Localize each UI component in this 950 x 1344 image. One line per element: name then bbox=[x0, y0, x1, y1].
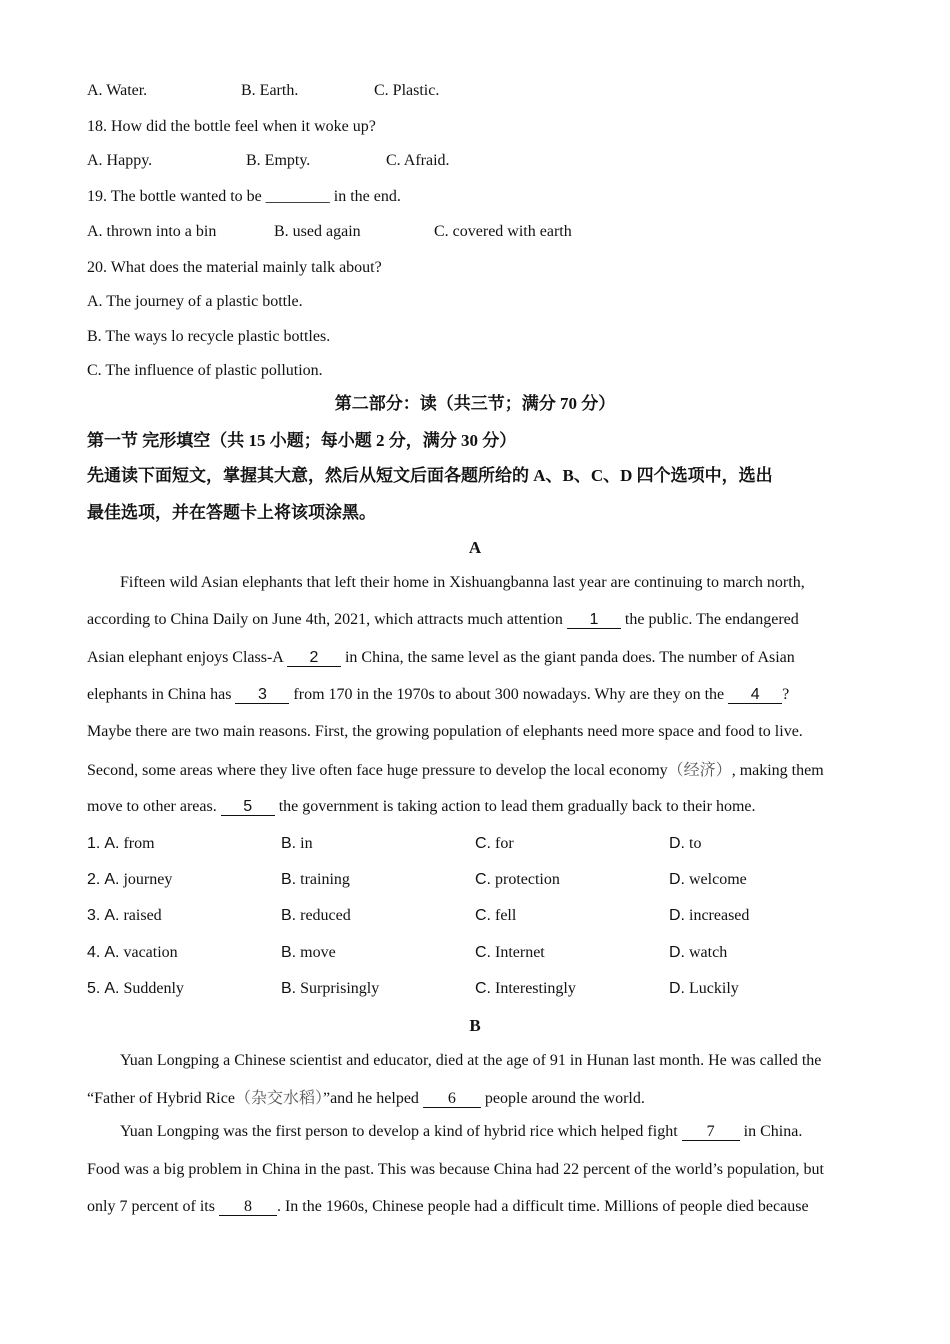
option-text: move bbox=[300, 944, 336, 961]
passage-text: the government is taking action to lead them gradually back to their home. bbox=[274, 798, 756, 815]
option-letter: B. bbox=[281, 907, 297, 924]
option-letter: A. bbox=[104, 907, 120, 924]
q19-question bbox=[87, 187, 401, 207]
option-letter: D. bbox=[669, 871, 685, 888]
option-text: fell bbox=[495, 907, 517, 924]
option-text: increased bbox=[689, 907, 750, 924]
q18-option-b: B. Empty. bbox=[246, 152, 311, 169]
passage-text: in China. bbox=[739, 1123, 803, 1140]
option-number: 3. bbox=[87, 907, 101, 924]
q19-option-a: A. thrown into a bin bbox=[87, 223, 217, 240]
option-letter: A. bbox=[104, 835, 120, 852]
cloze-4-option-c bbox=[475, 943, 545, 963]
q17-option-b: B. Earth. bbox=[241, 82, 299, 99]
q17-option-a: A. Water. bbox=[87, 82, 148, 99]
part2-heading: 第二部分：读（共三节；满分 70 分） bbox=[334, 394, 616, 413]
option-letter: A. bbox=[104, 871, 120, 888]
passage-gloss: （杂交水稻） bbox=[234, 1088, 323, 1107]
section1-heading: 第一节 完形填空（共 15 小题；每小题 2 分，满分 30 分） bbox=[87, 431, 517, 450]
q19-question-pre: 19. The bottle wanted to be bbox=[87, 188, 266, 205]
option-text: protection bbox=[495, 871, 560, 888]
passage-b-line-4: Food was a big problem in China in the past. This was because China had 22 percent of the world’s population, but bbox=[87, 1161, 824, 1178]
q19-question-post: in the end. bbox=[329, 188, 401, 205]
cloze-3-option-b bbox=[281, 906, 351, 926]
cloze-1-option-d bbox=[669, 834, 701, 854]
passage-text: only 7 percent of its bbox=[87, 1198, 219, 1215]
passage-text: , making them bbox=[731, 762, 824, 779]
passage-b-line-5 bbox=[87, 1197, 867, 1217]
option-letter: C. bbox=[475, 907, 491, 924]
q20-question: 20. What does the material mainly talk about? bbox=[87, 259, 382, 276]
passage-b-line-2 bbox=[87, 1088, 867, 1109]
option-letter: D. bbox=[669, 980, 685, 997]
q17-option-c: C. Plastic. bbox=[374, 82, 440, 99]
cloze-2-option-c bbox=[475, 870, 560, 890]
option-letter: C. bbox=[475, 980, 491, 997]
cloze-1-option-a bbox=[87, 834, 155, 854]
q19-option-c: C. covered with earth bbox=[434, 223, 572, 240]
cloze-5-option-c bbox=[475, 979, 576, 999]
cloze-2-option-a bbox=[87, 870, 172, 890]
cloze-blank-5: 5 bbox=[221, 798, 275, 816]
passage-text: . In the 1960s, Chinese people had a difficult time. Millions of people died because bbox=[276, 1198, 809, 1215]
passage-text: in China, the same level as the giant panda does. The number of Asian bbox=[340, 649, 795, 666]
option-number: 2. bbox=[87, 871, 101, 888]
option-text: journey bbox=[123, 871, 173, 888]
passage-text: Asian elephant enjoys Class-A bbox=[87, 649, 287, 666]
instruction-line-1: 先通读下面短文，掌握其大意，然后从短文后面各题所给的 A、B、C、D 四个选项中，选出 bbox=[87, 466, 773, 485]
cloze-blank-8: 8 bbox=[219, 1198, 277, 1216]
cloze-blank-3: 3 bbox=[235, 686, 289, 704]
passage-text: people around the world. bbox=[480, 1090, 645, 1107]
passage-text: according to China Daily on June 4th, 2021, which attracts much attention bbox=[87, 611, 567, 628]
option-text: Surprisingly bbox=[300, 980, 380, 997]
option-number: 5. bbox=[87, 980, 101, 997]
option-letter: B. bbox=[281, 944, 297, 961]
option-text: in bbox=[300, 835, 313, 852]
passage-text: the public. The endangered bbox=[620, 611, 799, 628]
option-letter: B. bbox=[281, 980, 297, 997]
cloze-4-option-b bbox=[281, 943, 336, 963]
q20-option-c: C. The influence of plastic pollution. bbox=[87, 362, 323, 379]
passage-text: ”and he helped bbox=[322, 1090, 423, 1107]
passage-text: Second, some areas where they live often face huge pressure to develop the local economy bbox=[87, 762, 668, 779]
passage-text: ? bbox=[782, 686, 790, 703]
option-letter: D. bbox=[669, 835, 685, 852]
option-letter: D. bbox=[669, 907, 685, 924]
option-letter: A. bbox=[104, 944, 120, 961]
instruction-line-2: 最佳选项，并在答题卡上将该项涂黑。 bbox=[87, 503, 376, 522]
option-letter: A. bbox=[104, 980, 120, 997]
option-text: Interestingly bbox=[495, 980, 576, 997]
passage-a-line-4 bbox=[87, 685, 867, 705]
option-number: 4. bbox=[87, 944, 101, 961]
cloze-4-option-d bbox=[669, 943, 727, 963]
passage-text: Yuan Longping was the first person to develop a kind of hybrid rice which helped fight bbox=[120, 1123, 682, 1140]
option-text: training bbox=[300, 871, 350, 888]
q20-option-a: A. The journey of a plastic bottle. bbox=[87, 293, 303, 310]
cloze-2-option-d bbox=[669, 870, 747, 890]
cloze-5-option-b bbox=[281, 979, 379, 999]
option-text: vacation bbox=[123, 944, 178, 961]
option-text: welcome bbox=[689, 871, 747, 888]
option-letter: B. bbox=[281, 835, 297, 852]
passage-b-line-3 bbox=[120, 1122, 900, 1142]
passage-text: move to other areas. bbox=[87, 798, 221, 815]
cloze-3-option-c bbox=[475, 906, 516, 926]
option-letter: C. bbox=[475, 871, 491, 888]
passage-a-line-3 bbox=[87, 648, 867, 668]
cloze-blank-4: 4 bbox=[728, 686, 782, 704]
option-text: watch bbox=[689, 944, 728, 961]
q20-option-b: B. The ways lo recycle plastic bottles. bbox=[87, 328, 331, 345]
option-letter: B. bbox=[281, 871, 297, 888]
option-text: for bbox=[495, 835, 514, 852]
option-text: Internet bbox=[495, 944, 545, 961]
cloze-5-option-a bbox=[87, 979, 184, 999]
q19-option-b: B. used again bbox=[274, 223, 361, 240]
passage-b-line-1: Yuan Longping a Chinese scientist and educator, died at the age of 91 in Hunan last month. He was called the bbox=[120, 1052, 822, 1069]
cloze-1-option-c bbox=[475, 834, 514, 854]
passage-text: from 170 in the 1970s to about 300 nowadays. Why are they on the bbox=[289, 686, 729, 703]
cloze-blank-1: 1 bbox=[567, 611, 621, 629]
q18-question: 18. How did the bottle feel when it woke up? bbox=[87, 118, 376, 135]
option-letter: C. bbox=[475, 835, 491, 852]
option-text: raised bbox=[123, 907, 162, 924]
q19-blank: ________ bbox=[265, 188, 330, 205]
passage-text: “Father of Hybrid Rice bbox=[87, 1090, 235, 1107]
passage-b-label: B bbox=[469, 1016, 481, 1035]
option-letter: D. bbox=[669, 944, 685, 961]
option-letter: C. bbox=[475, 944, 491, 961]
cloze-blank-2: 2 bbox=[287, 649, 341, 667]
passage-text: elephants in China has bbox=[87, 686, 236, 703]
cloze-blank-6: 6 bbox=[423, 1090, 481, 1108]
passage-a-line-2 bbox=[87, 610, 867, 630]
cloze-5-option-d bbox=[669, 979, 739, 999]
passage-a-label: A bbox=[468, 538, 482, 557]
option-text: from bbox=[123, 835, 155, 852]
option-number: 1. bbox=[87, 835, 101, 852]
passage-gloss: （经济） bbox=[667, 760, 732, 779]
option-text: to bbox=[689, 835, 702, 852]
passage-a-line-6 bbox=[87, 760, 867, 781]
cloze-4-option-a bbox=[87, 943, 178, 963]
passage-a-line-5: Maybe there are two main reasons. First, the growing population of elephants need more space and food to live. bbox=[87, 723, 803, 740]
option-text: reduced bbox=[300, 907, 351, 924]
cloze-3-option-d bbox=[669, 906, 749, 926]
cloze-1-option-b bbox=[281, 834, 313, 854]
option-text: Luckily bbox=[689, 980, 739, 997]
q18-option-c: C. Afraid. bbox=[386, 152, 450, 169]
option-text: Suddenly bbox=[123, 980, 184, 997]
cloze-3-option-a bbox=[87, 906, 162, 926]
q18-option-a: A. Happy. bbox=[87, 152, 153, 169]
cloze-blank-7: 7 bbox=[682, 1123, 740, 1141]
passage-a-line-1: Fifteen wild Asian elephants that left their home in Xishuangbanna last year are continuing to march north, bbox=[120, 574, 805, 591]
cloze-2-option-b bbox=[281, 870, 350, 890]
passage-a-line-7 bbox=[87, 797, 867, 817]
